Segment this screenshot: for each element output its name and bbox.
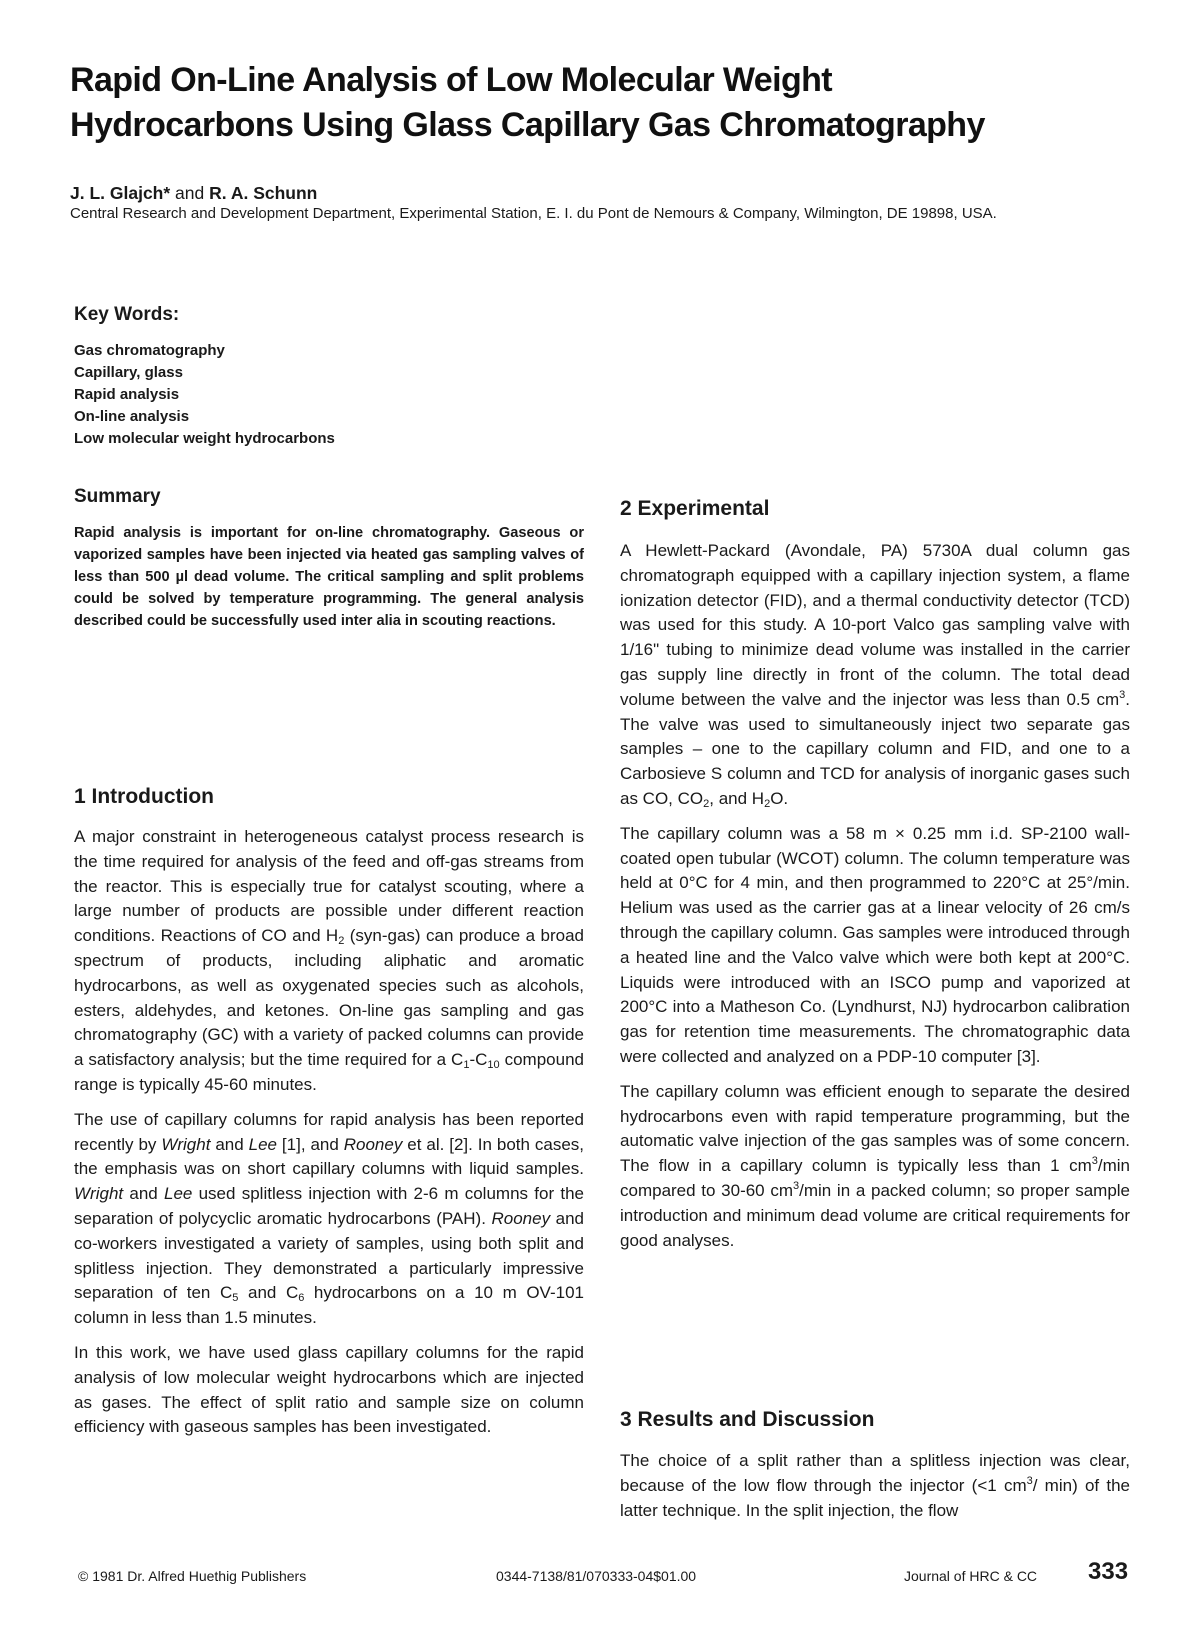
author-conjunction: and <box>170 183 210 203</box>
article-title <box>70 58 1150 148</box>
keyword-item: Low molecular weight hydrocarbons <box>74 430 335 447</box>
experimental-heading: 2 Experimental <box>620 497 770 520</box>
experimental-paragraph-3: The capillary column was efficient enough to separate the desired hydrocarbons even with rapid temperature programming, but the automatic valve injection of the gas samples was of some concern. The flow in a capillary column is typically less than 1 $cm^3/\min$ compared to 30-60 $cm^3/\min$ in a packed column; so proper sample introduction and minimum dead volume are critical requirements for good analyses. <box>620 1081 1130 1250</box>
copyright-notice: © 1981 Dr. Alfred Huethig Publishers <box>78 1568 307 1584</box>
author-2: R. A. Schunn <box>209 183 318 203</box>
title-line-2: Hydrocarbons Using Glass Capillary Gas Chromatography <box>70 106 985 144</box>
author-1: J. L. Glajch* <box>70 183 171 203</box>
experimental-paragraph-2: The capillary column was a 58 m × 0.25 mm i.d. SP-2100 wall-coated open tubular (WCOT) column. The column temperature was held at 0°C for 4 min, and then programmed to 220°C at 25°/min. Helium was used as the carrier gas at a linear velocity of 26 cm/s through the capillary column. Gas samples were introduced through a heated line and the Valco valve which were both kept at 200°C. Liquids were introduced with an ISCO pump and vaporized at 200°C into a Matheson Co. (Lyndhurst, NJ) hydrocarbon calibration gas for retention time measurements. The chromatographic data were collected and analyzed on a PDP-10 computer [3]. <box>620 823 1130 1066</box>
introduction-paragraph-3: In this work, we have used glass capillary columns for the rapid analysis of low molecular weight hydrocarbons which are injected as gases. The effect of split ratio and sample size on column efficiency with gaseous samples has been investigated. <box>74 1342 584 1437</box>
introduction-paragraph-2: The use of capillary columns for rapid analysis has been reported recently by Wright and Lee [1], and Rooney et al. [2]. In both cases, the emphasis was on short capillary columns with liquid samples. Wright and Lee used splitless injection with 2-6 m columns for the separation of polycyclic aromatic hydrocarbons (PAH). Rooney and co-workers investigated a variety of samples, using both split and splitless injection. They demonstrated a particularly impressive separation of ten $C_5$ and $C_6$ hydrocarbons on a 10 m OV-101 column in less than 1.5 minutes. <box>74 1109 584 1328</box>
page-number: 333 <box>1088 1558 1129 1585</box>
summary-heading: Summary <box>74 486 161 507</box>
results-body <box>620 1449 1130 1523</box>
title-line-1: Rapid On-Line Analysis of Low Molecular Weight <box>70 61 833 99</box>
results-heading: 3 Results and Discussion <box>620 1408 875 1431</box>
introduction-body <box>74 825 584 1440</box>
summary-text: Rapid analysis is important for on-line chromatography. Gaseous or vaporized samples have been injected via heated gas sampling valves of less than 500 µl dead volume. The critical sampling and split problems could be solved by temperature programming. The general analysis described could be successfully used inter alia in scouting reactions. <box>74 525 584 629</box>
author-line <box>70 182 317 204</box>
experimental-paragraph-1: A Hewlett-Packard (Avondale, PA) 5730A dual column gas chromatograph equipped with a capillary injection system, a flame ionization detector (FID), and a thermal conductivity detector (TCD) was used for this study. A 10-port Valco gas sampling valve with 1/16" tubing to minimize dead volume was installed in the carrier gas supply line directly in front of the column. The total dead volume between the valve and the injector was less than 0.5 $cm^3$. The valve was used to simultaneously inject two separate gas samples – one to the capillary column and FID, and one to a Carbosieve S column and TCD for analysis of inorganic gases such as CO, $CO_2$, and $H_2O$. <box>620 541 1130 810</box>
experimental-body <box>620 539 1130 1253</box>
results-paragraph-1: The choice of a split rather than a splitless injection was clear, because of the low flow through the injector (<1 $cm^3/$ min) of the latter technique. In the split injection, the flow <box>620 1451 1130 1520</box>
keyword-item: Rapid analysis <box>74 386 180 403</box>
article-code: 0344-7138/81/070333-04$01.00 <box>496 1568 697 1584</box>
affiliation: Central Research and Development Department, Experimental Station, E. I. du Pont de Nemours & Company, Wilmington, DE 19898, USA. <box>70 205 997 222</box>
keyword-item: On-line analysis <box>74 408 190 425</box>
journal-name: Journal of HRC & CC <box>904 1568 1038 1584</box>
keyword-item: Capillary, glass <box>74 364 183 381</box>
keywords-list <box>74 340 335 450</box>
introduction-paragraph-1: A major constraint in heterogeneous catalyst process research is the time required for analysis of the feed and off-gas streams from the reactor. This is especially true for catalyst scouting, where a large number of products are possible under different reaction conditions. Reactions of CO and $H_2$ (syn-gas) can produce a broad spectrum of products, including aliphatic and aromatic hydrocarbons, as well as oxygenated species such as alcohols, esters, aldehydes, and ketones. On-line gas sampling and gas chromatography (GC) with a variety of packed columns can provide a satisfactory analysis; but the time required for a $C_1-C_{10}$ compound range is typically 45-60 minutes. <box>74 827 584 1094</box>
keyword-item: Gas chromatography <box>74 342 225 359</box>
keywords-heading: Key Words: <box>74 304 180 325</box>
introduction-heading: 1 Introduction <box>74 785 214 808</box>
